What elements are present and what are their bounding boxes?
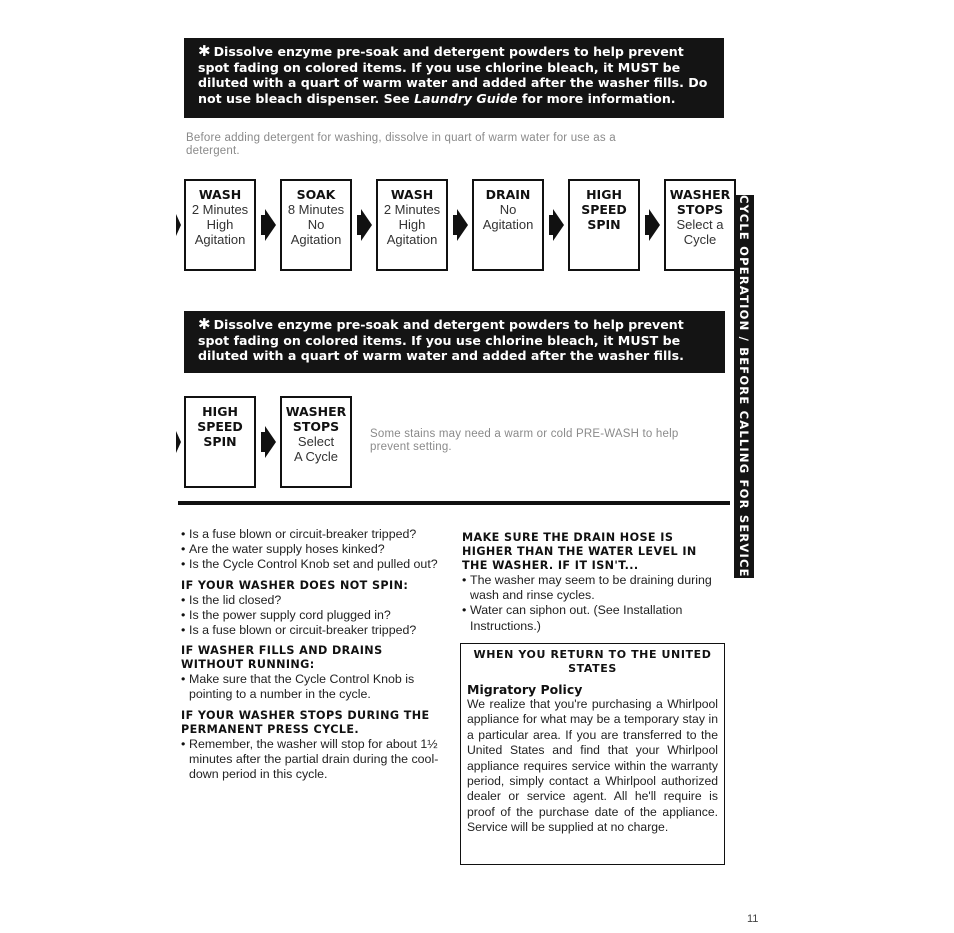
arrow-right-icon — [258, 205, 278, 245]
cycle-steps-row-2 — [176, 396, 352, 488]
list-item: • Is the Cycle Control Knob set and pulled out? — [181, 557, 443, 572]
cycle-step-title: SPIN — [203, 434, 237, 449]
note-mid: Some stains may need a warm or cold PRE-WASH to help prevent setting. — [370, 428, 679, 453]
cycle-step-detail: No — [307, 217, 325, 232]
list-item: • Water can siphon out. (See Installation Instructions.) — [462, 603, 724, 633]
cycle-step-detail: No — [499, 202, 517, 217]
cycle-step-detail: Select — [297, 434, 335, 449]
cycle-step-detail: 2 Minutes — [383, 202, 441, 217]
cycle-step-detail: Select a — [676, 217, 724, 232]
side-tab — [734, 195, 754, 578]
arrow-right-icon — [450, 205, 470, 245]
cycle-step-detail: Agitation — [290, 232, 342, 247]
section-heading: IF WASHER FILLS AND DRAINS WITHOUT RUNNING: — [181, 644, 383, 672]
cycle-step-title: HIGH — [586, 187, 622, 202]
arrow-right-icon — [642, 205, 662, 245]
cycle-step-detail: High — [398, 217, 426, 232]
cycle-step-title: SOAK — [296, 187, 336, 202]
notice-top-italic: Laundry Guide — [414, 90, 518, 106]
section-heading: IF YOUR WASHER DOES NOT SPIN: — [181, 578, 409, 592]
cycle-step — [664, 179, 736, 271]
return-policy-box — [460, 643, 725, 865]
return-box-title: WHEN YOU RETURN TO THE UNITED STATES — [473, 648, 712, 675]
cycle-steps-row — [176, 179, 736, 271]
list-item: • Remember, the washer will stop for about 1½ minutes after the partial drain during the cool-down period in this cycle. — [181, 737, 443, 783]
notice-mid — [184, 311, 725, 373]
cycle-step — [568, 179, 640, 271]
page-number: 11 — [747, 913, 759, 925]
asterisk-icon: ✱ — [198, 42, 211, 60]
cycle-step-detail: Cycle — [683, 232, 717, 247]
cycle-step — [184, 396, 256, 488]
cycle-step-detail: High — [206, 217, 234, 232]
bullet-list — [181, 672, 443, 702]
cycle-step-title: SPEED — [581, 202, 627, 217]
return-box-body: We realize that you're purchasing a Whirlpool appliance for what may be a temporary stay in a particular area. If you are transferred to the United States and find that your Whirlpool appliance requires service within the warranty period, simply contact a Whirlpool authorized dealer or service agent. All he'll require is proof of the purchase date of the appliance. Service will be supplied at no charge. — [467, 697, 718, 835]
list-item: • Is a fuse blown or circuit-breaker tripped? — [181, 623, 443, 638]
list-item: • Is the power supply cord plugged in? — [181, 608, 443, 623]
section-heading: IF YOUR WASHER STOPS DURING THE PERMANENT PRESS CYCLE. — [181, 708, 430, 736]
start-marker-icon — [176, 431, 181, 453]
cycle-step-title: WASH — [198, 187, 242, 202]
notice-mid-text: Dissolve enzyme pre-soak and detergent powders to help prevent spot fading on colored items. If you use chlorine bleach, it MUST be diluted with a quart of warm water and added after the washer fills. — [198, 317, 684, 363]
list-item: • Make sure that the Cycle Control Knob is pointing to a number in the cycle. — [181, 672, 443, 702]
cycle-step-title: STOPS — [676, 202, 724, 217]
arrow-right-icon — [546, 205, 566, 245]
cycle-step-title: DRAIN — [485, 187, 531, 202]
side-tab-label: CYCLE OPERATION / BEFORE CALLING FOR SERVICE — [737, 195, 751, 578]
cycle-step-title: HIGH — [202, 404, 238, 419]
cycle-step-detail: 8 Minutes — [287, 202, 345, 217]
cycle-step-title: SPIN — [587, 217, 621, 232]
troubleshooting-left — [181, 527, 443, 782]
cycle-step-title: WASH — [390, 187, 434, 202]
asterisk-icon: ✱ — [198, 315, 211, 333]
cycle-step-detail: Agitation — [386, 232, 438, 247]
cycle-step — [280, 179, 352, 271]
cycle-step-detail: A Cycle — [293, 449, 339, 464]
cycle-step-detail: 2 Minutes — [191, 202, 249, 217]
list-item: • Is a fuse blown or circuit-breaker tripped? — [181, 527, 443, 542]
cycle-step-title: WASHER — [285, 404, 347, 419]
bullet-list — [181, 737, 443, 783]
bullet-list — [181, 527, 443, 573]
bullet-list — [462, 573, 724, 634]
list-item: • Are the water supply hoses kinked? — [181, 542, 443, 557]
cycle-step-title: SPEED — [197, 419, 243, 434]
notice-top-text-end: for more information. — [517, 90, 676, 106]
list-item: • The washer may seem to be draining during wash and rinse cycles. — [462, 573, 724, 603]
section-heading: MAKE SURE THE DRAIN HOSE IS HIGHER THAN THE WATER LEVEL IN THE WASHER. IF IT ISN'T... — [462, 531, 697, 572]
note-top: Before adding detergent for washing, dissolve in quart of warm water for use as a detergent. — [186, 132, 616, 157]
cycle-step-detail: Agitation — [482, 217, 534, 232]
cycle-step — [280, 396, 352, 488]
cycle-step-title: STOPS — [292, 419, 340, 434]
list-item: • Is the lid closed? — [181, 593, 443, 608]
notice-top — [184, 38, 724, 118]
return-box-subtitle: Migratory Policy — [467, 682, 583, 697]
troubleshooting-right — [462, 531, 724, 634]
notice-top-text: Dissolve enzyme pre-soak and detergent powders to help prevent spot fading on colored items. If you use chlorine bleach, it MUST be diluted with a quart of warm water and added after the washer fills. Do not use bleach dispenser. See — [198, 44, 708, 106]
bullet-list — [181, 593, 443, 639]
arrow-right-icon — [354, 205, 374, 245]
cycle-step — [472, 179, 544, 271]
start-marker-icon — [176, 214, 181, 236]
section-divider — [178, 501, 730, 505]
cycle-step — [376, 179, 448, 271]
cycle-step — [184, 179, 256, 271]
cycle-step-title: WASHER — [669, 187, 731, 202]
cycle-step-detail: Agitation — [194, 232, 246, 247]
arrow-right-icon — [258, 422, 278, 462]
